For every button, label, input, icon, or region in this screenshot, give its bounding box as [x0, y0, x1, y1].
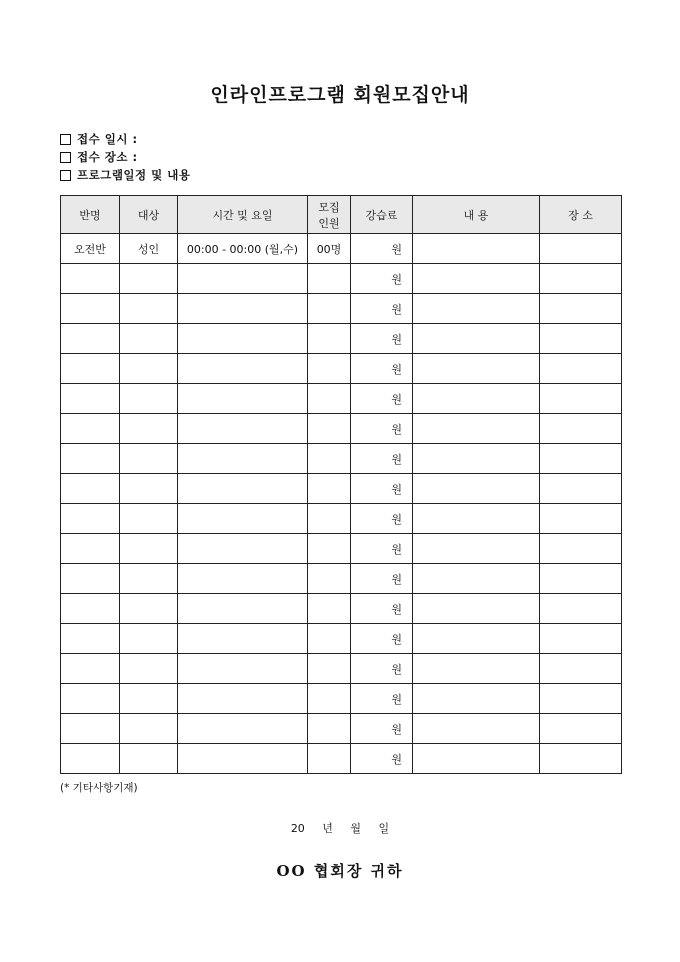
- table-cell: [308, 444, 351, 474]
- table-cell: [61, 624, 120, 654]
- info-label: 접수 일시 :: [77, 132, 138, 146]
- table-cell: [120, 264, 178, 294]
- table-row: [61, 684, 622, 714]
- table-row: [61, 354, 622, 384]
- table-cell: [120, 414, 178, 444]
- column-header: 시간 및 요일: [178, 196, 308, 234]
- table-cell: [178, 384, 308, 414]
- table-cell: 원: [351, 294, 413, 324]
- table-cell: 원: [351, 714, 413, 744]
- table-cell: [308, 414, 351, 444]
- table-cell: [413, 744, 540, 774]
- table-cell: 원: [351, 264, 413, 294]
- table-cell: [120, 444, 178, 474]
- table-cell: [540, 564, 622, 594]
- table-cell: [178, 714, 308, 744]
- checkbox-icon: [60, 152, 71, 163]
- table-cell: [413, 714, 540, 744]
- table-cell: [61, 564, 120, 594]
- table-cell: [120, 384, 178, 414]
- table-cell: [308, 564, 351, 594]
- table-cell: [540, 714, 622, 744]
- table-cell: [178, 324, 308, 354]
- checkbox-icon: [60, 170, 71, 181]
- table-cell: 원: [351, 324, 413, 354]
- table-cell: 성인: [120, 234, 178, 264]
- program-table: [60, 195, 622, 774]
- table-cell: 원: [351, 444, 413, 474]
- table-cell: [61, 744, 120, 774]
- table-row: [61, 594, 622, 624]
- table-row: [61, 444, 622, 474]
- table-cell: [308, 504, 351, 534]
- table-cell: [61, 354, 120, 384]
- table-cell: [413, 264, 540, 294]
- table-cell: [178, 354, 308, 384]
- table-row: [61, 534, 622, 564]
- table-cell: [540, 684, 622, 714]
- table-cell: 원: [351, 594, 413, 624]
- table-row: [61, 504, 622, 534]
- table-cell: 00:00 - 00:00 (월,수): [178, 234, 308, 264]
- table-header-row: [61, 196, 622, 234]
- info-program-schedule: [60, 166, 191, 184]
- column-header: 모집 인원: [308, 196, 351, 234]
- table-cell: [120, 474, 178, 504]
- table-cell: [178, 624, 308, 654]
- table-cell: [61, 324, 120, 354]
- table-cell: [308, 534, 351, 564]
- table-cell: [540, 444, 622, 474]
- table-cell: [178, 534, 308, 564]
- table-cell: [540, 504, 622, 534]
- addressee: OO 협회장 귀하: [276, 862, 404, 880]
- table-cell: [178, 564, 308, 594]
- table-row: [61, 474, 622, 504]
- table-cell: [540, 654, 622, 684]
- table-body: [61, 234, 622, 774]
- date-line: 20 년 월 일: [290, 822, 390, 835]
- table-cell: [540, 534, 622, 564]
- table-row: [61, 384, 622, 414]
- table-cell: [308, 264, 351, 294]
- info-label: 프로그램일정 및 내용: [77, 168, 191, 182]
- table-cell: [120, 504, 178, 534]
- table-cell: [120, 654, 178, 684]
- table-cell: [61, 384, 120, 414]
- column-header: 내 용: [413, 196, 540, 234]
- column-header: 장 소: [540, 196, 622, 234]
- page-title: 인라인프로그램 회원모집안내: [210, 84, 470, 106]
- table-cell: [540, 384, 622, 414]
- table-cell: 원: [351, 624, 413, 654]
- note-text: (* 기타사항기재): [60, 782, 138, 794]
- table-cell: [540, 474, 622, 504]
- table-cell: [178, 264, 308, 294]
- table-cell: [308, 384, 351, 414]
- table-cell: [61, 654, 120, 684]
- table-cell: [120, 534, 178, 564]
- table-cell: [178, 744, 308, 774]
- table-cell: [61, 504, 120, 534]
- table-cell: 원: [351, 744, 413, 774]
- table-cell: [308, 294, 351, 324]
- table-cell: 원: [351, 354, 413, 384]
- table-cell: [61, 714, 120, 744]
- table-cell: [413, 504, 540, 534]
- table-row: [61, 654, 622, 684]
- table-cell: [120, 354, 178, 384]
- column-header: 대상: [120, 196, 178, 234]
- table-cell: [413, 324, 540, 354]
- table-cell: [120, 744, 178, 774]
- table-row: [61, 234, 622, 264]
- table-cell: [61, 684, 120, 714]
- table-cell: [178, 414, 308, 444]
- info-reception-place: [60, 148, 191, 166]
- table-cell: [308, 654, 351, 684]
- table-row: [61, 714, 622, 744]
- table-cell: [413, 654, 540, 684]
- column-header: 반명: [61, 196, 120, 234]
- table-cell: [120, 294, 178, 324]
- table-cell: [308, 744, 351, 774]
- table-cell: [120, 624, 178, 654]
- table-cell: [178, 444, 308, 474]
- table-cell: 오전반: [61, 234, 120, 264]
- table-cell: [61, 474, 120, 504]
- table-cell: [120, 684, 178, 714]
- table-cell: [178, 594, 308, 624]
- checkbox-icon: [60, 134, 71, 145]
- table-cell: 원: [351, 654, 413, 684]
- table-cell: [413, 624, 540, 654]
- table-cell: [413, 564, 540, 594]
- table-cell: [308, 624, 351, 654]
- table-cell: [120, 324, 178, 354]
- table-cell: [61, 534, 120, 564]
- table-cell: [178, 474, 308, 504]
- table-cell: [540, 294, 622, 324]
- table-cell: [540, 594, 622, 624]
- table-cell: 원: [351, 384, 413, 414]
- table-cell: [308, 324, 351, 354]
- table-cell: [308, 474, 351, 504]
- table-cell: [540, 324, 622, 354]
- table-cell: [540, 624, 622, 654]
- table-cell: [540, 744, 622, 774]
- table-cell: [61, 594, 120, 624]
- table-cell: 원: [351, 684, 413, 714]
- table-row: [61, 744, 622, 774]
- column-header: 강습료: [351, 196, 413, 234]
- table-cell: [178, 654, 308, 684]
- table-cell: [540, 354, 622, 384]
- table-cell: [413, 684, 540, 714]
- table-row: [61, 564, 622, 594]
- table-cell: 원: [351, 234, 413, 264]
- table-cell: 원: [351, 504, 413, 534]
- table-cell: [308, 594, 351, 624]
- table-cell: [178, 504, 308, 534]
- table-cell: 원: [351, 534, 413, 564]
- table-cell: [413, 234, 540, 264]
- info-label: 접수 장소 :: [77, 150, 138, 164]
- table-cell: [540, 264, 622, 294]
- table-cell: [413, 414, 540, 444]
- table-cell: [308, 354, 351, 384]
- table-cell: [308, 714, 351, 744]
- table-row: [61, 264, 622, 294]
- table-cell: [61, 264, 120, 294]
- table-cell: [120, 564, 178, 594]
- info-reception-date: [60, 130, 191, 148]
- info-section: [60, 130, 191, 184]
- table-row: [61, 324, 622, 354]
- table-row: [61, 414, 622, 444]
- table-cell: [61, 414, 120, 444]
- table-cell: [120, 594, 178, 624]
- table-cell: [120, 714, 178, 744]
- table-cell: [413, 444, 540, 474]
- table-cell: [413, 474, 540, 504]
- table-row: [61, 624, 622, 654]
- table-cell: [178, 294, 308, 324]
- table-cell: 원: [351, 474, 413, 504]
- table-cell: [61, 444, 120, 474]
- table-cell: [540, 234, 622, 264]
- table-cell: 원: [351, 414, 413, 444]
- table-cell: [413, 294, 540, 324]
- table-cell: [413, 594, 540, 624]
- table-cell: 원: [351, 564, 413, 594]
- table-cell: [413, 384, 540, 414]
- table-cell: [540, 414, 622, 444]
- table-cell: [178, 684, 308, 714]
- table-cell: [61, 294, 120, 324]
- table-cell: [413, 534, 540, 564]
- table-row: [61, 294, 622, 324]
- table-cell: [308, 684, 351, 714]
- table-cell: [413, 354, 540, 384]
- table-cell: 00명: [308, 234, 351, 264]
